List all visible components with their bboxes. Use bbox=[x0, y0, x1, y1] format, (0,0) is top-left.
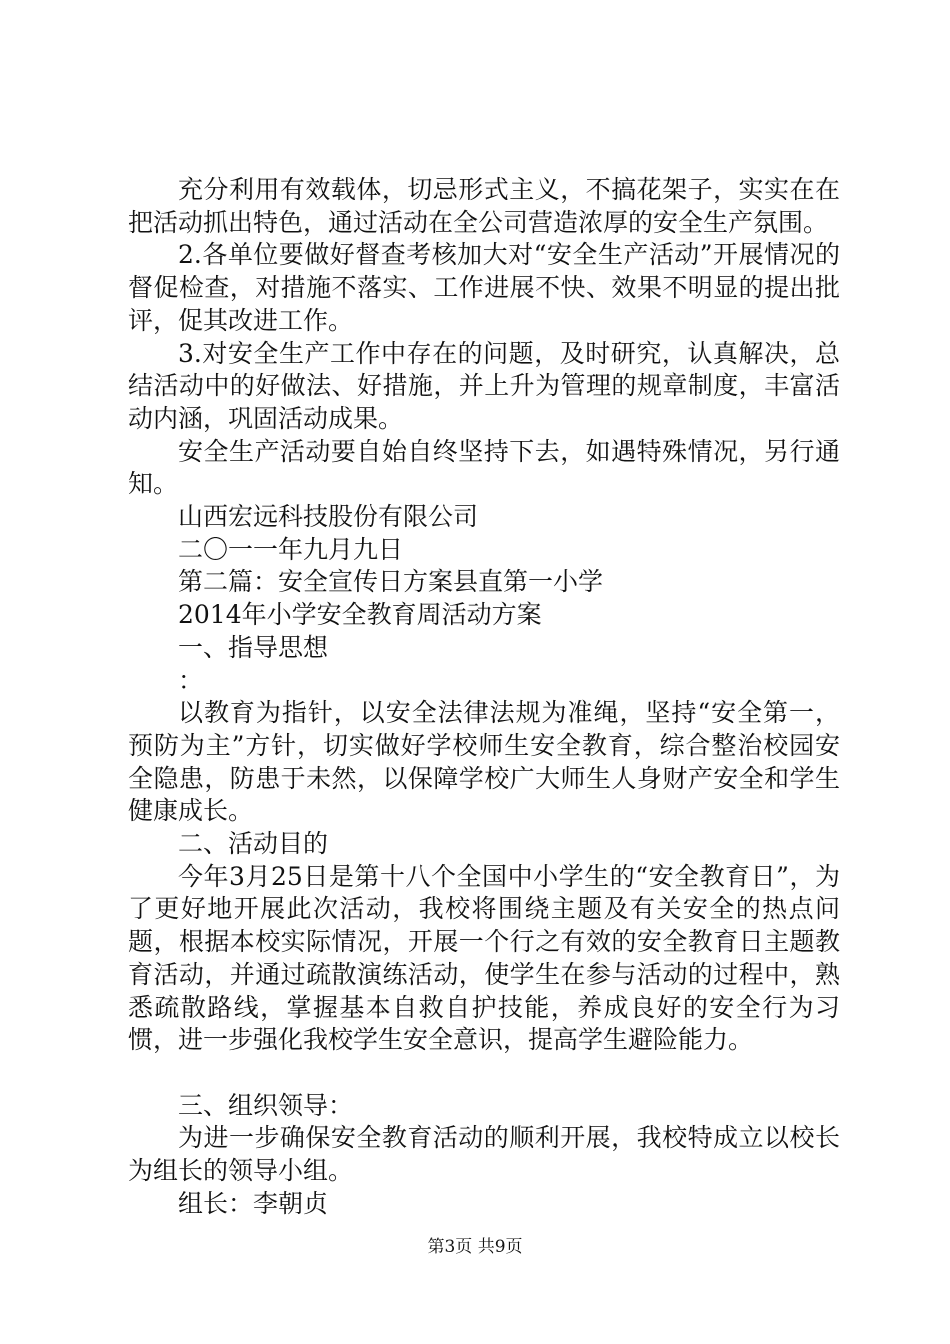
section-title: 第二篇：安全宣传日方案县直第一小学 bbox=[178, 567, 604, 597]
group-leader-line: 组长：李朝贞 bbox=[178, 1188, 329, 1218]
heading-guiding-thought: 一、指导思想 bbox=[178, 632, 329, 662]
company-name: 山西宏远科技股份有限公司 bbox=[178, 502, 479, 532]
page-footer bbox=[0, 1236, 950, 1258]
paragraph-4: 安全生产活动要自始自终坚持下去，如遇特殊情况，另行通知。 bbox=[128, 436, 840, 499]
colon-line: ： bbox=[178, 665, 204, 695]
paragraph-guiding-thought: 以教育为指针，以安全法律法规为准绳，坚持“安全第一，预防为主”方针，切实做好学校师生安全教育，综合整治校园安全隐患，防患于未然，以保障学校广大师生人身财产安全和学生健康成长。 bbox=[128, 698, 840, 826]
document-body bbox=[128, 174, 840, 1220]
document-date: 二〇一一年九月九日 bbox=[178, 534, 404, 564]
page-number-label: 第3页 共9页 bbox=[427, 1237, 523, 1257]
paragraph-organization: 为进一步确保安全教育活动的顺利开展，我校特成立以校长为组长的领导小组。 bbox=[128, 1123, 840, 1186]
heading-organization: 三、组织领导： bbox=[178, 1090, 354, 1120]
plan-title: 2014年小学安全教育周活动方案 bbox=[178, 600, 542, 630]
heading-activity-purpose: 二、活动目的 bbox=[178, 829, 329, 859]
paragraph-activity-purpose: 今年3月25日是第十八个全国中小学生的“安全教育日”，为了更好地开展此次活动，我校将围绕主题及有关安全的热点问题，根据本校实际情况，开展一个行之有效的安全教育日主题教育活动，并通过疏散演练活动，使学生在参与活动的过程中，熟悉疏散路线，掌握基本自救自护技能，养成良好的安全行为习惯，进一步强化我校学生安全意识，提高学生避险能力。 bbox=[128, 861, 840, 1055]
paragraph-2: 2.各单位要做好督查考核加大对“安全生产活动”开展情况的督促检查，对措施不落实、工作进展不快、效果不明显的提出批评，促其改进工作。 bbox=[128, 240, 840, 335]
paragraph-1: 充分利用有效载体，切忌形式主义，不搞花架子，实实在在把活动抓出特色，通过活动在全公司营造浓厚的安全生产氛围。 bbox=[128, 175, 840, 237]
paragraph-3: 3.对安全生产工作中存在的问题，及时研究，认真解决，总结活动中的好做法、好措施，并上升为管理的规章制度，丰富活动内涵，巩固活动成果。 bbox=[128, 338, 840, 433]
blank-line bbox=[128, 1057, 840, 1090]
